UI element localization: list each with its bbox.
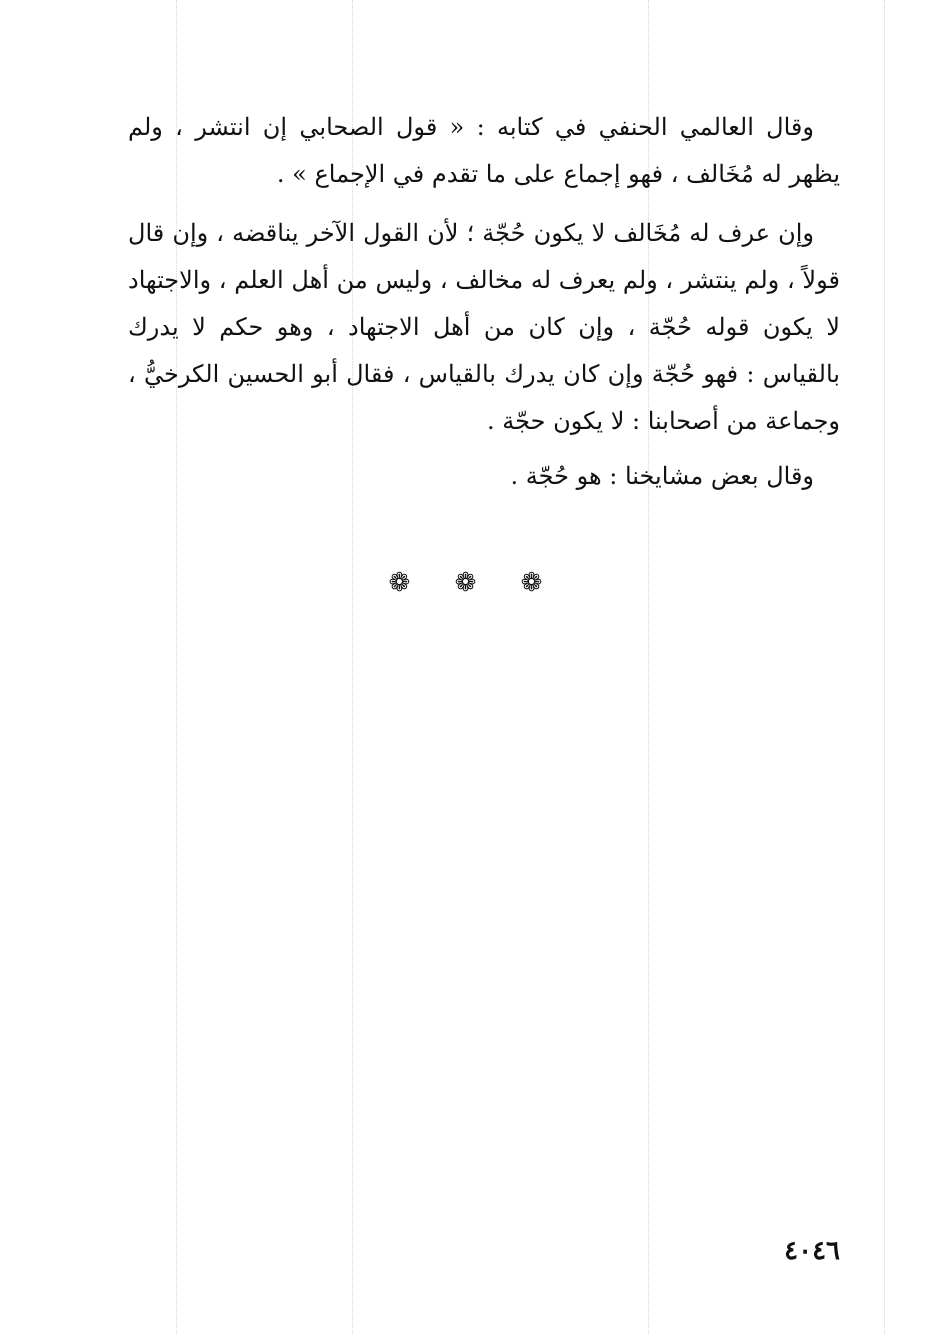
paragraph: وقال العالمي الحنفي في كتابه : « قول الصحابي إن انتشر ، ولم يظهر له مُخَالف ، فهو إجماع على ما تقدم في الإجماع » . [128,113,840,188]
ornament-star-icon: ❁ [454,568,477,598]
ornament-star-icon: ❁ [388,568,411,598]
section-divider [0,568,931,598]
paragraph: وقال بعض مشايخنا : هو حُجّة . [510,462,814,490]
scan-artifact-line [884,0,885,1334]
ornament-star-icon: ❁ [520,568,543,598]
page-number: ٤٠٤٦ [784,1236,840,1266]
body-text [128,104,840,510]
paragraph: وإن عرف له مُخَالف لا يكون حُجّة ؛ لأن القول الآخر يناقضه ، وإن قال قولاً ، ولم ينتشر ، ولم يعرف له مخالف ، وليس من أهل العلم ، والاجتهاد لا يكون قوله حُجّة ، وإن كان من أهل الاجتهاد ، وهو حكم لا يدرك بالقياس : فهو حُجّة وإن كان يدرك بالقياس ، فقال أبو الحسين الكرخيُّ ، وجماعة من أصحابنا : لا يكون حجّة . [128,219,840,435]
